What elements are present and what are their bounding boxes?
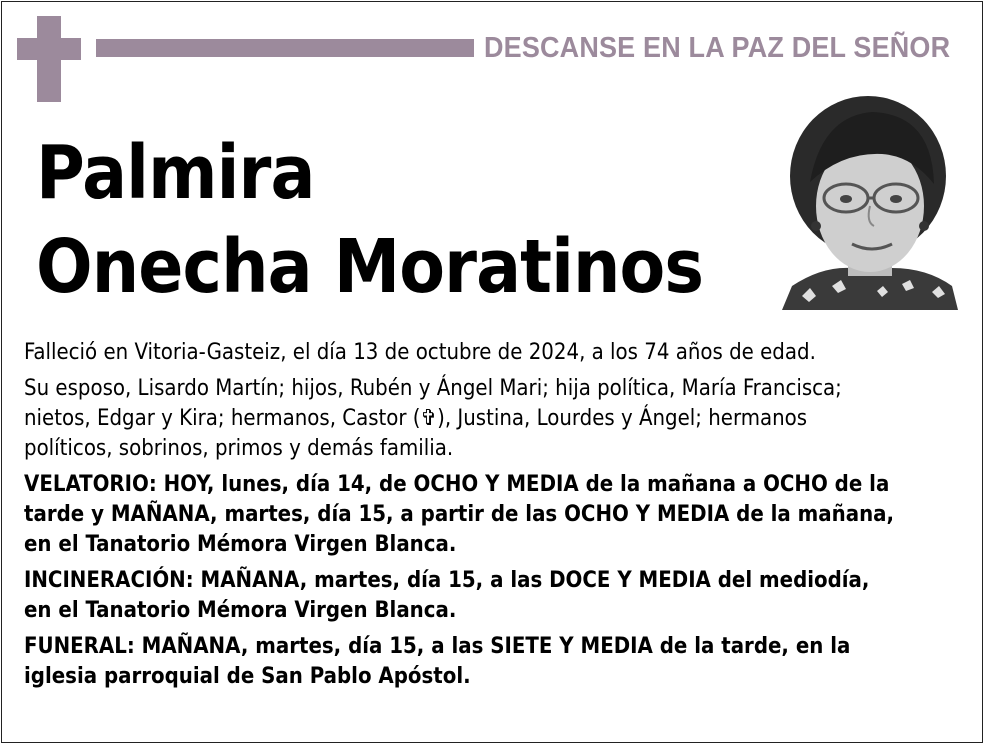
paragraph-velatorio: [24, 470, 964, 560]
paragraph-family: [24, 374, 964, 464]
cross-icon-arm: [17, 38, 81, 60]
text-line: Falleció en Vitoria-Gasteiz, el día 13 de octubre de 2024, a los 74 años de edad.: [24, 340, 816, 365]
obituary-body: [24, 338, 964, 698]
deceased-first-name: Palmira: [36, 130, 315, 216]
portrait-photo-icon: [782, 96, 958, 310]
text-line: nietos, Edgar y Kira; hermanos, Castor (✞), Justina, Lourdes y Ángel; hermanos: [24, 406, 808, 431]
text-line: en el Tanatorio Mémora Virgen Blanca.: [24, 598, 457, 623]
text-line: tarde y MAÑANA, martes, día 15, a partir de las OCHO Y MEDIA de la mañana,: [24, 502, 895, 527]
paragraph-funeral: [24, 632, 964, 692]
deceased-last-name: Onecha Moratinos: [36, 224, 704, 310]
text-line: VELATORIO: HOY, lunes, día 14, de OCHO Y MEDIA de la mañana a OCHO de la: [24, 472, 890, 497]
text-line: iglesia parroquial de San Pablo Apóstol.: [24, 664, 471, 689]
header-bar: [96, 39, 474, 57]
text-line: políticos, sobrinos, primos y demás familia.: [24, 436, 454, 461]
headline: DESCANSE EN LA PAZ DEL SEÑOR: [484, 32, 951, 64]
paragraph-incineracion: [24, 566, 964, 626]
text-line: Su esposo, Lisardo Martín; hijos, Rubén y Ángel Mari; hija política, María Francisca;: [24, 376, 842, 401]
text-line: FUNERAL: MAÑANA, martes, día 15, a las SIETE Y MEDIA de la tarde, en la: [24, 634, 851, 659]
paragraph-death-info: [24, 338, 964, 368]
text-line: en el Tanatorio Mémora Virgen Blanca.: [24, 532, 457, 557]
text-line: INCINERACIÓN: MAÑANA, martes, día 15, a las DOCE Y MEDIA del mediodía,: [24, 568, 870, 593]
